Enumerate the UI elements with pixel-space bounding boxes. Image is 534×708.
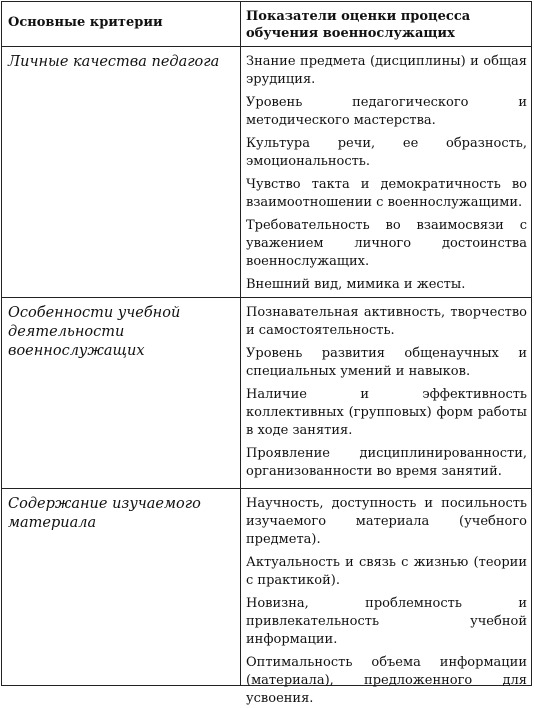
indicator-item: Проявление дисциплинированности, организованности во время занятий. [246, 446, 527, 479]
indicator-item: Чувство такта и демократичность во взаимоотношении с военнослужащими. [246, 177, 527, 210]
criteria-table [1, 1, 532, 706]
criterion-cell [2, 298, 241, 488]
criterion-label: Особенности учебной деятельности военнослужащих [8, 305, 181, 359]
indicator-item: Новизна, проблемность и привлекательность учебной информации. [246, 596, 527, 647]
indicators-cell [241, 489, 531, 706]
table-row [2, 46, 531, 297]
header-criteria: Основные критерии [2, 2, 241, 46]
criterion-cell [2, 47, 241, 297]
table-header-row [2, 2, 531, 46]
indicator-item: Научность, доступность и посильность изучаемого материала (учебного предмета). [246, 496, 527, 547]
header-indicators: Показатели оценки процесса обучения военнослужащих [246, 9, 471, 41]
indicator-item: Знание предмета (дисциплины) и общая эрудиция. [246, 54, 527, 87]
table-row [2, 297, 531, 488]
indicator-item: Наличие и эффективность коллективных (групповых) форм работы в ходе занятия. [246, 387, 527, 438]
indicators-cell [241, 298, 531, 488]
indicator-item: Требовательность во взаимосвязи с уважением личного достоинства военнослужащих. [246, 218, 527, 269]
indicator-item: Внешний вид, мимика и жесты. [246, 277, 466, 292]
indicator-item: Познавательная активность, творчество и самостоятельность. [246, 305, 527, 338]
indicator-item: Уровень развития общенаучных и специальных умений и навыков. [246, 346, 527, 379]
indicator-item: Актуальность и связь с жизнью (теории с практикой). [246, 555, 527, 588]
indicator-item: Оптимальность объема информации (материала), предложенного для усвоения. [246, 655, 527, 706]
criterion-label: Личные качества педагога [8, 54, 220, 70]
criterion-cell [2, 489, 241, 685]
indicators-cell [241, 47, 531, 297]
table-row [2, 488, 531, 706]
indicator-item: Культура речи, ее образность, эмоциональность. [246, 136, 527, 169]
criterion-label: Содержание изучаемого материала [8, 496, 201, 531]
indicator-item: Уровень педагогического и методического мастерства. [246, 95, 527, 128]
